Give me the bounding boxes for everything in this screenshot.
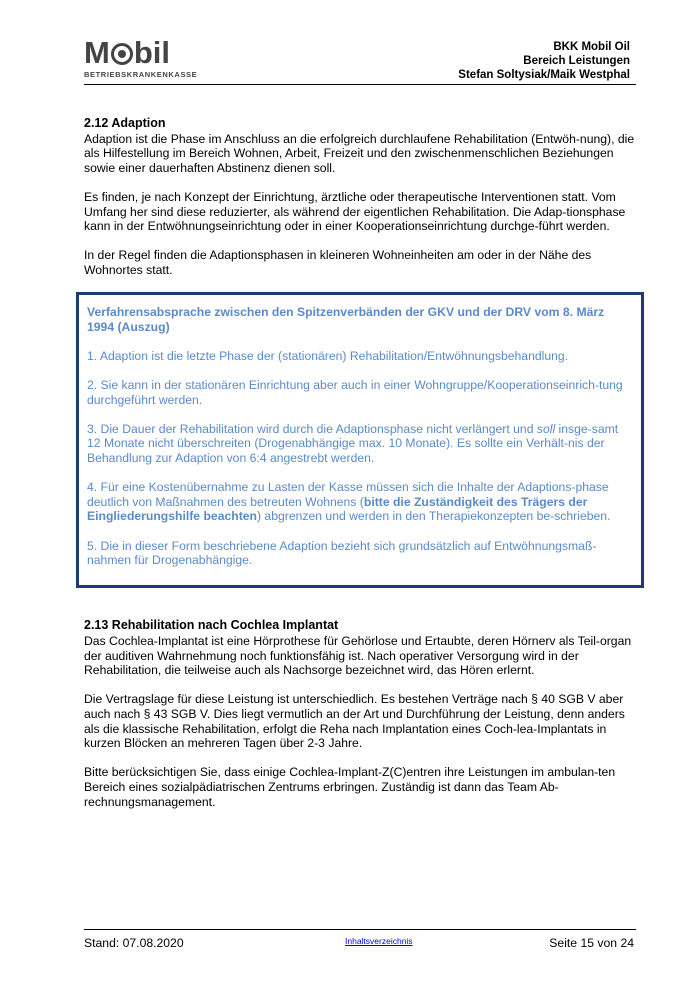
footer-divider bbox=[84, 929, 636, 930]
toc-link[interactable]: Inhaltsverzeichnis bbox=[345, 936, 413, 946]
document-header bbox=[458, 40, 630, 82]
agreement-excerpt-box bbox=[76, 292, 644, 588]
box-item-3-text-rest: insge-samt 12 Monate nicht überschreiten (Drogenabhängige max. 10 Monate). Es sollte ein Verhält-nis der Behandlung zur Adaption von 6:4 angestrebt werden. bbox=[87, 421, 619, 466]
box-item-5: 5. Die in dieser Form beschriebene Adaption bezieht sich grundsätzlich auf Entwöhnungsmaß-nahmen für Drogenabhängige. bbox=[87, 538, 597, 568]
page-content bbox=[84, 116, 636, 824]
header-department: Bereich Leistungen bbox=[523, 55, 630, 67]
header-authors: Stefan Soltysiak/Maik Westphal bbox=[458, 69, 630, 81]
paragraph: Die Vertragslage für diese Leistung ist unterschiedlich. Es bestehen Verträge nach § 40 SGB V aber auch nach § 43 SGB V. Dies liegt vermutlich an der Art und Durchführung der Leistung, denn anders als die klassische Rehabilitation, erfolgt die Reha nach Implantation eines Coch-lea-Implantats in kurzen Blöcken an mehreren Tagen über 2-3 Jahre. bbox=[84, 692, 625, 751]
logo-tagline: BETRIEBSKRANKENKASSE bbox=[84, 70, 198, 79]
paragraph: Das Cochlea-Implantat ist eine Hörprothese für Gehörlose und Ertaubte, deren Hörnerv als Teil-organ der auditiven Wahrnehmung noch funktionsfähig ist. Nach operativer Versorgung wird in der Rehabilitation, die teilweise auch als Nachsorge bezeichnet wird, das Hören erlernt. bbox=[84, 634, 632, 678]
section-heading-2-13: 2.13 Rehabilitation nach Cochlea Implantat bbox=[84, 618, 339, 633]
logo-oil-drop-icon bbox=[111, 43, 133, 65]
box-item-1: 1. Adaption ist die letzte Phase der (stationären) Rehabilitation/Entwöhnungsbehandlung. bbox=[87, 348, 569, 363]
paragraph: Bitte berücksichtigen Sie, dass einige Cochlea-Implant-Z(C)entren ihre Leistungen im ambulan-ten Bereich eines sozialpädiatrischen Zentrums erbringen. Zuständig ist dann das Team Ab-rechnungsmanagement. bbox=[84, 765, 616, 809]
box-item-3-text: 3. Die Dauer der Rehabilitation wird durch die Adaptionsphase nicht verlängert und bbox=[87, 421, 537, 436]
box-item-4 bbox=[87, 480, 633, 524]
paragraph: In der Regel finden die Adaptionsphasen in kleineren Wohneinheiten am oder in der Nähe des Wohnortes statt. bbox=[84, 248, 592, 277]
logo-wordmark bbox=[84, 35, 197, 70]
paragraph: Adaption ist die Phase im Anschluss an die erfolgreich durchlaufene Rehabilitation (Entwöh-nung), die als Hilfestellung im Bereich Wohnen, Arbeit, Freizeit und den zwischenmenschlichen Beziehungen sowie einer dauerhaften Abstinenz dienen soll. bbox=[84, 131, 635, 175]
box-item-3 bbox=[87, 422, 633, 466]
footer-date: Stand: 07.08.2020 bbox=[84, 936, 184, 950]
paragraph: Es finden, je nach Konzept der Einrichtung, ärztliche oder therapeutische Interventionen statt. Vom Umfang her sind diese reduzierter, als während der eigentlichen Rehabilitation. Die Adap-tionsphase kann in der Entwöhnungseinrichtung oder in einer Kooperationseinrichtung durchge-führt werden. bbox=[84, 189, 626, 234]
header-company: BKK Mobil Oil bbox=[553, 41, 630, 53]
box-item-2: 2. Sie kann in der stationären Einrichtung aber auch in einer Wohngruppe/Kooperationseinrich-tung durchgeführt werden. bbox=[87, 378, 623, 407]
box-item-4-bold: bitte die Zuständigkeit des Trägers der Eingliederungshilfe beachten bbox=[87, 494, 588, 524]
logo-letter-m: M bbox=[84, 35, 110, 70]
box-heading: Verfahrensabsprache zwischen den Spitzenverbänden der GKV und der DRV vom 8. März 1994 (Auszug) bbox=[87, 305, 605, 334]
mobil-logo bbox=[84, 35, 198, 79]
section-heading-2-12: 2.12 Adaption bbox=[84, 116, 166, 130]
header-divider bbox=[84, 84, 636, 85]
box-item-4-text-rest: ) abgrenzen und werden in den Therapiekonzepten be-schrieben. bbox=[256, 509, 611, 524]
logo-letters-bil: bil bbox=[133, 35, 170, 70]
section-2-13 bbox=[84, 618, 636, 809]
footer-page-number: Seite 15 von 24 bbox=[549, 936, 634, 950]
box-item-3-emphasis: soll bbox=[536, 421, 556, 436]
box-item-4-text: 4. Für eine Kostenübernahme zu Lasten der Kasse müssen sich die Inhalte der Adaptions-phase deutlich von Maßnahmen des betreuten Wohnens ( bbox=[87, 480, 609, 509]
